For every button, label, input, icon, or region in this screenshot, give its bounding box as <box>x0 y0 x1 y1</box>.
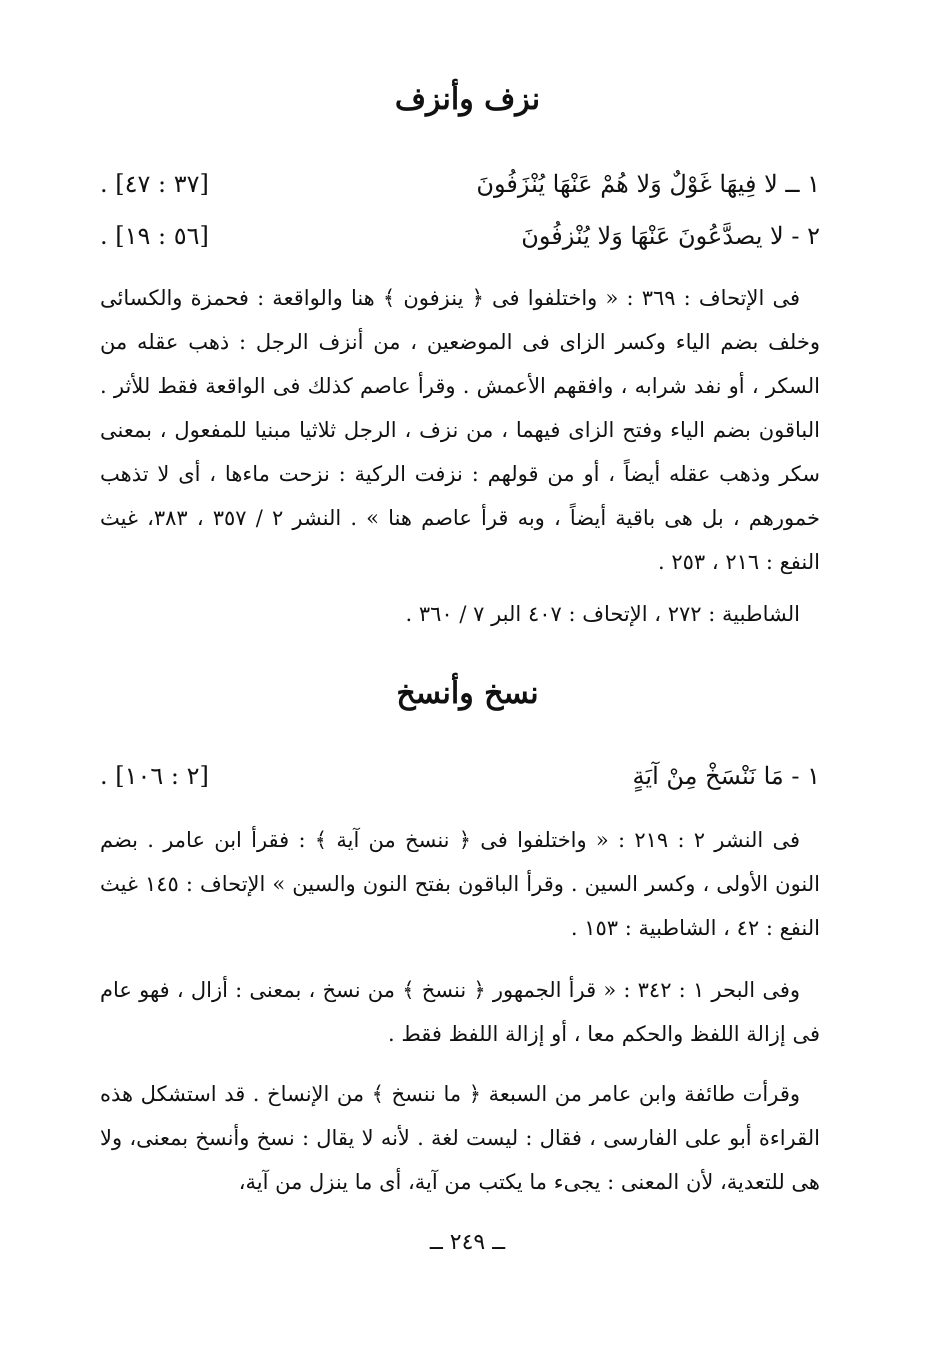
verse-reference: [٣٧ : ٤٧] . <box>100 170 209 198</box>
verse-2 <box>100 222 820 258</box>
verse-1 <box>100 762 820 798</box>
verse-1 <box>100 170 820 206</box>
page-number: ــ ٢٤٩ ــ <box>429 1230 506 1255</box>
paragraph-text: فى النشر ٢ : ٢١٩ : « واختلفوا فى ﴿ ننسخ من آية ﴾ : فقرأ ابن عامر . بضم النون الأولى ، وكسر السين . وقرأ الباقون بفتح النون والسين » الإتحاف : ١٤٥ غيث النفع : ٤٢ ، الشاطبية : ١٥٣ . <box>100 828 820 940</box>
paragraph-text: فى الإتحاف : ٣٦٩ : « واختلفوا فى ﴿ ينزفون ﴾ هنا والواقعة : فحمزة والكسائى وخلف بضم الياء وكسر الزاى فى الموضعين ، من أنزف الرجل : ذهب عقله من السكر ، أو نفد شرابه ، وافقهم الأعمش . وقرأ عاصم كذلك فى الواقعة فقط للأثر . الباقون بضم الياء وفتح الزاى فيهما ، من نزف ، الرجل ثلاثيا مبنيا للمفعول ، بمعنى سكر وذهب عقله أيضاً ، أو من قولهم : نزفت الركية : نزحت ماءها ، أى لا تذهب خمورهم ، بل هى باقية أيضاً ، وبه قرأ عاصم هنا » . النشر ٢ / ٣٥٧ ، ٣٨٣، غيث النفع : ٢١٦ ، ٢٥٣ . <box>100 286 820 574</box>
section-title-nazafa: نزف وأنزف <box>394 82 541 117</box>
paragraph-text: وفى البحر ١ : ٣٤٢ : « قرأ الجمهور ﴿ ننسخ ﴾ من نسخ ، بمعنى : أزال ، فهو عام فى إزالة اللفظ والحكم معا ، أو إزالة اللفظ فقط . <box>100 978 820 1046</box>
section-title-nasakha: نسخ وأنسخ <box>396 676 539 711</box>
commentary-paragraph <box>100 276 820 584</box>
paragraph-text: الشاطبية : ٢٧٢ ، الإتحاف : ٤٠٧ البر ٧ / ٣٦٠ . <box>405 602 800 626</box>
verse-text: ١ ــ لا فِيهَا غَوْلٌ وَلا هُمْ عَنْهَا يُنْزَفُونَ <box>476 170 820 198</box>
references-paragraph <box>100 592 820 636</box>
commentary-paragraph <box>100 1072 820 1204</box>
verse-text: ٢ - لا يصدَّعُونَ عَنْهَا وَلا يُنْزفُونَ <box>521 222 820 250</box>
verse-text: ١ - مَا نَنْسَخْ مِنْ آيَةٍ <box>632 762 820 790</box>
verse-reference: [٢ : ١٠٦] . <box>100 762 209 790</box>
paragraph-text: وقرأت طائفة وابن عامر من السبعة ﴿ ما ننسخ ﴾ من الإنساخ . قد استشكل هذه القراءة أبو على الفارسى ، فقال : ليست لغة . لأنه لا يقال : نسخ وأنسخ بمعنى، ولا هى للتعدية، لأن المعنى : يجىء ما يكتب من آية، أى ما ينزل من آية، <box>100 1082 820 1194</box>
commentary-paragraph <box>100 818 820 950</box>
verse-reference: [٥٦ : ١٩] . <box>100 222 209 250</box>
commentary-paragraph <box>100 968 820 1056</box>
